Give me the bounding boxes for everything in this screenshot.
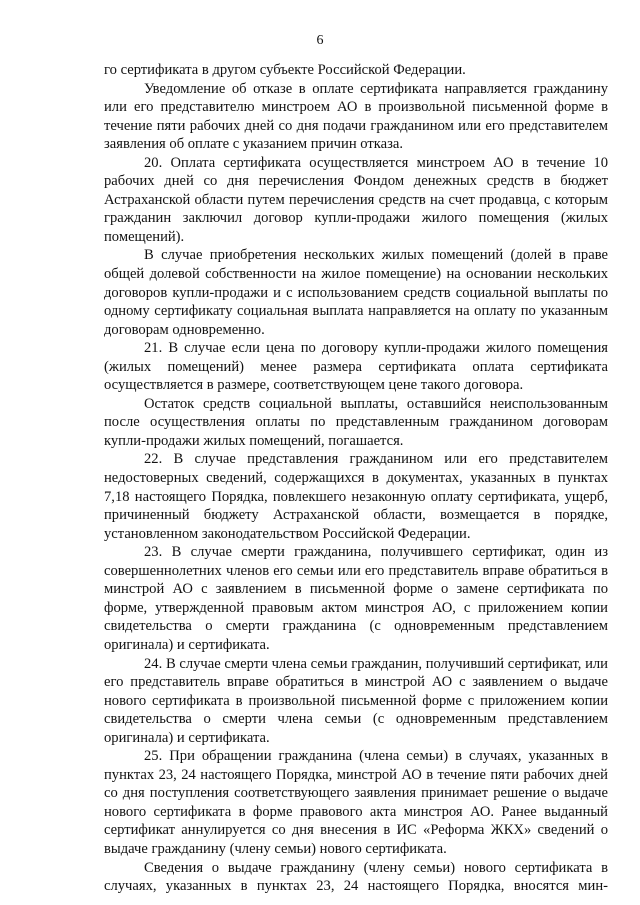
paragraph-multiple-purchases: В случае приобретения нескольких жилых помещений (долей в праве общей долевой собственности на жилое помещение) на основании нескольких договоров купли-продажи и с использованием средств социальной выплаты по одному сертификату социальная выплата направляется на оплату по указанным договорам одновременно. [104,247,608,338]
paragraph-new-certificate-info: Сведения о выдаче гражданину (члену семьи) нового сертификата в случаях, указанных в пунктах 23, 24 настоящего Порядка, вносятся мин- [104,859,608,895]
paragraph-refusal-notice: Уведомление об отказе в оплате сертификата направляется гражданину или его представителю минстроем АО в произвольной письменной форме в течение пяти рабочих дней со дня подачи гражданином или его представителем заявления об оплате с указанием причин отказа. [104,80,608,153]
paragraph-continuation: го сертификата в другом субъекте Российской Федерации. [104,62,466,78]
paragraph-clause-24: 24. В случае смерти члена семьи гражданин, получивший сертификат, или его представитель вправе обратиться в минстрой АО с заявлением о выдаче нового сертификата в произвольной письменной форме с приложением копии свидетельства о смерти члена семьи (с одновременным представлением оригинала) и сертификата. [104,655,608,746]
document-body [104,61,608,896]
paragraph-clause-20: 20. Оплата сертификата осуществляется минстроем АО в течение 10 рабочих дней со дня перечисления Фондом денежных средств в бюджет Астраханской области путем перечисления средств на счет продавца, с которым гражданин заключил договор купли-продажи жилого помещения (жилых помещений). [104,154,608,245]
paragraph-clause-23: 23. В случае смерти гражданина, получившего сертификат, один из совершеннолетних членов его семьи или его представитель вправе обратиться в минстрой АО с заявлением в письменной форме о замене сертификата по форме, утвержденной правовым актом минстроя АО, с приложением копии свидетельства о смерти гражданина (с одновременным представлением оригинала) и сертификата. [104,544,608,653]
paragraph-remaining-funds: Остаток средств социальной выплаты, оставшийся неиспользованным после осуществления оплаты по представленным гражданином договорам купли-продажи жилых помещений, погашается. [104,395,608,449]
page-number: 6 [316,33,324,48]
paragraph-clause-22: 22. В случае представления гражданином или его представителем недостоверных сведений, содержащихся в документах, указанных в пунктах 7,18 настоящего Порядка, повлекшего незаконную оплату сертификата, ущерб, причиненный бюджету Астраханской области, возмещается в порядке, установленном законодательством Российской Федерации. [104,451,608,542]
paragraph-clause-21: 21. В случае если цена по договору купли-продажи жилого помещения (жилых помещений) менее размера сертификата оплата сертификата осуществляется в размере, соответствующем цене такого договора. [104,340,608,394]
paragraph-clause-25: 25. При обращении гражданина (члена семьи) в случаях, указанных в пунктах 23, 24 настоящего Порядка, минстрой АО в течение пяти рабочих дней со дня поступления соответствующего заявления принимает решение о выдаче нового сертификата в форме правового акта минстроя АО. Ранее выданный сертификат аннулируется со дня внесения в ИС «Реформа ЖКХ» сведений о выдаче гражданину (члену семьи) нового сертификата. [104,748,608,857]
